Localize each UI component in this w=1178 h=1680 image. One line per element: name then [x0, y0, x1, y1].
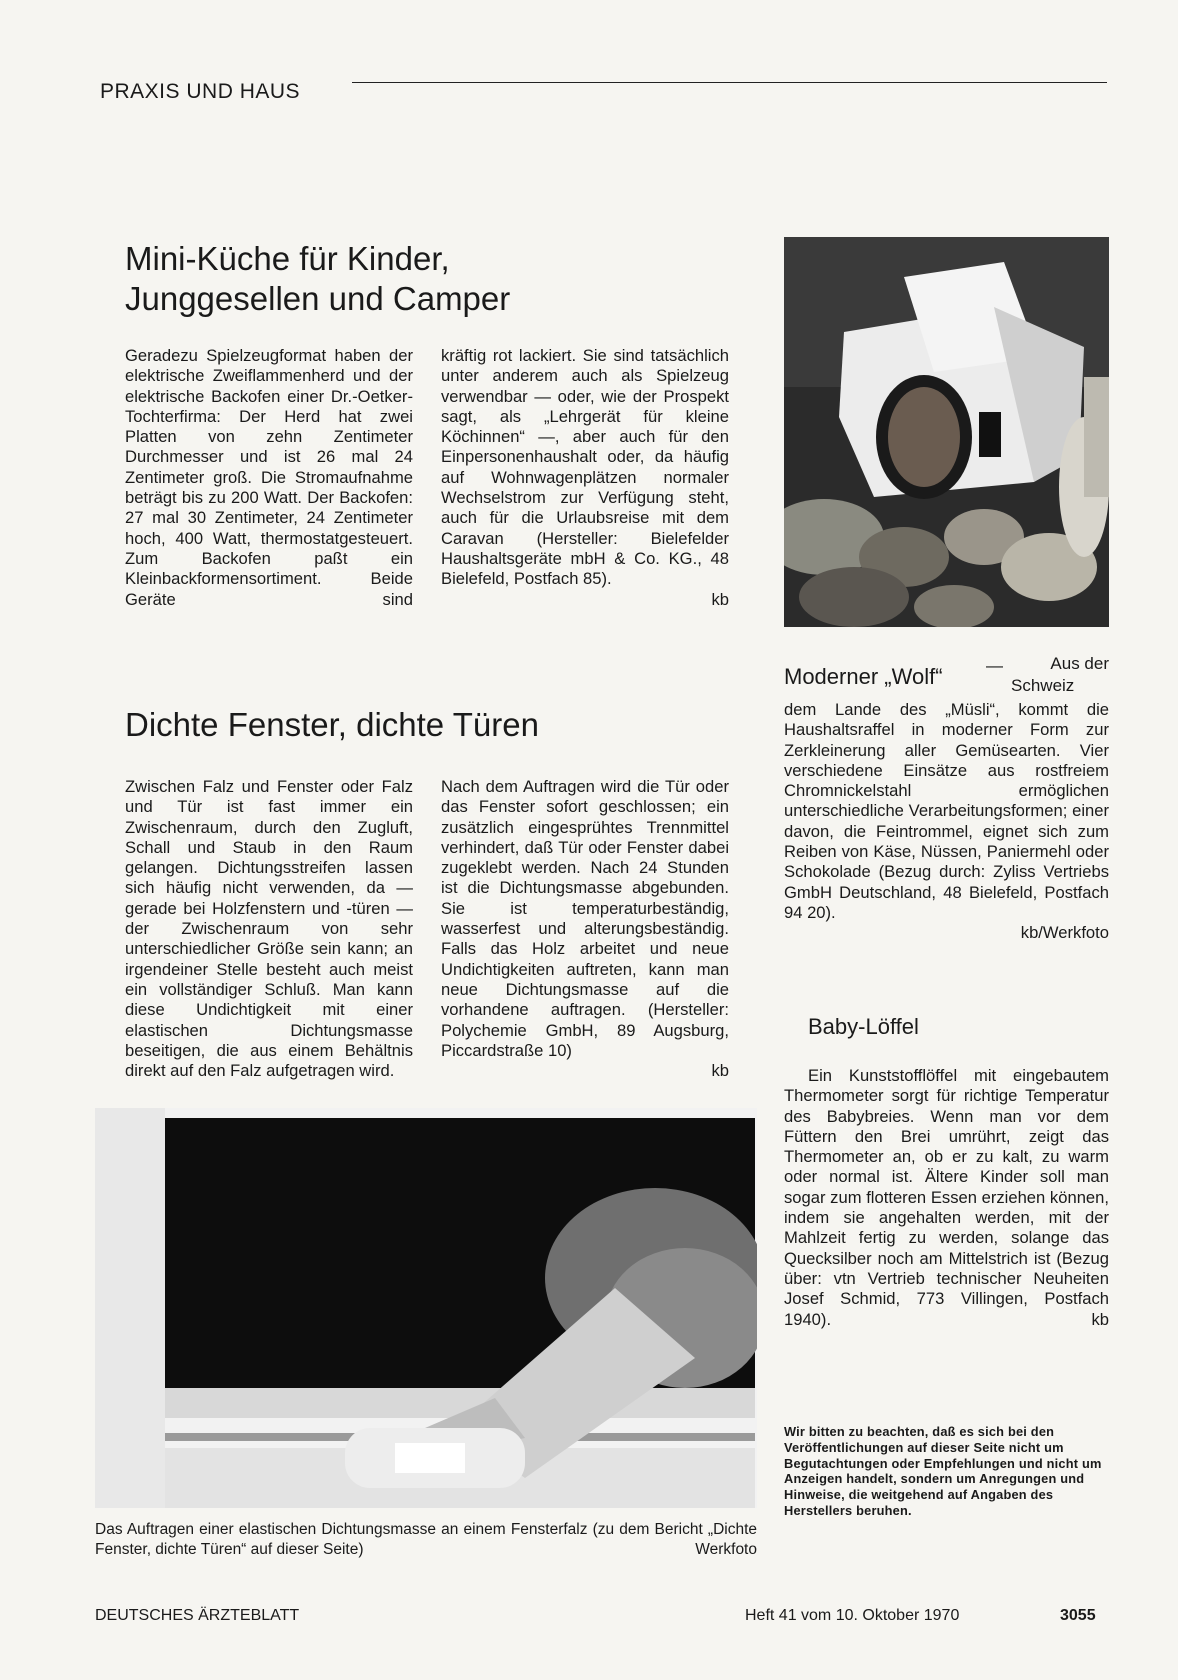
disclaimer-notice: Wir bitten zu beachten, daß es sich bei den Veröffentlichungen auf dieser Seite nicht um Begutachtungen oder Empfehlungen und nicht um Anzeigen handelt, sondern um Anregungen und Hinweise, die weitgehend auf Angaben des Herstellers beruhen. — [784, 1424, 1102, 1518]
article3-title: Moderner „Wolf“ — [784, 664, 943, 689]
article3-title-dash: — — [986, 656, 1003, 675]
grater-photo — [784, 237, 1109, 627]
section-label: PRAXIS UND HAUS — [100, 80, 301, 103]
article3-title-tail-1: Aus der — [1050, 654, 1109, 673]
article1-column-2: kräftig rot lackiert. Sie sind tatsächlich unter anderem auch als Spielzeug verwendbar — oder, wie der Prospekt sagt, als „Lehrgerät für kleine Köchinnen“ —, aber auch für den Einpersonenhaushalt oder, da häufig auf Wohnwagenplätzen normaler Wechselstrom zur Verfügung steht, auch für die Urlaubsreise mit dem Caravan (Hersteller: Bielefelder Haushaltsgeräte mbH & Co. KG., 48 Bielefeld, Postfach 85). kb — [441, 346, 729, 609]
article1-title — [125, 239, 685, 319]
article1-column-1: Geradezu Spielzeugformat haben der elektrische Zweiflammenherd und der elektrische Backofen einer Dr.-Oetker-Tochterfirma: Der Herd hat zwei Platten von zehn Zentimeter Durchmesser und ist 26 mal 24 Zentimeter groß. Die Stromaufnahme beträgt bis zu 200 Watt. Der Backofen: 27 mal 30 Zentimeter, 24 Zentimeter hoch, 400 Watt, thermostatgesteuert. Zum Backofen paßt ein Kleinbackformensortiment. Beide Geräte sind — [125, 346, 413, 609]
article4-title: Baby-Löffel — [808, 1014, 919, 1039]
article3-title-tail-2: Schweiz — [1011, 676, 1075, 695]
article4-signature: kb — [1091, 1309, 1109, 1329]
photo-caption-credit: Werkfoto — [695, 1541, 757, 1558]
footer-journal: DEUTSCHES ÄRZTEBLATT — [95, 1607, 300, 1624]
article2-title: Dichte Fenster, dichte Türen — [125, 706, 539, 743]
footer-page-number: 3055 — [1060, 1607, 1096, 1624]
footer-issue: Heft 41 vom 10. Oktober 1970 — [745, 1607, 960, 1624]
article1-signature: kb — [711, 589, 729, 609]
article2-column-2: Nach dem Auftragen wird die Tür oder das Fenster sofort geschlossen; ein zusätzlich eingesprühtes Trennmittel verhindert, daß Tür oder Fenster dabei zugeklebt werden. Nach 24 Stunden ist die Dichtungsmasse abgebunden. Sie ist temperaturbeständig, wasserfest und alterungsbeständig. Falls das Holz arbeitet und neue Undichtigkeiten auftreten, kann man neue Dichtungsmasse auf die vorhandene auftragen. (Hersteller: Polychemie GmbH, 89 Augsburg, Piccardstraße 10) kb — [441, 777, 729, 1081]
article3-heading — [784, 652, 1109, 696]
article1-title-line1: Mini-Küche für Kinder, — [125, 240, 450, 277]
article3-signature: kb/Werkfoto — [1020, 923, 1109, 943]
article1-title-line2: Junggesellen und Camper — [125, 280, 511, 317]
article2-signature: kb — [711, 1061, 729, 1081]
article4-body: Ein Kunststofflöffel mit eingebautem Thermometer sorgt für richtige Temperatur des Babybreies. Wenn man vor dem Füttern den Brei umrührt, zeigt das Thermometer an, ob er zu kalt, zu warm oder normal ist. Ältere Kinder soll man sogar zum flotteren Essen erziehen können, indem sie angehalten werden, mit der Mahlzeit fertig zu werden, solange das Quecksilber noch am Mittelstrich ist (Bezug über: vtn Vertrieb technischer Neuheiten Josef Schmid, 773 Villingen, Postfach 1940). kb — [784, 1066, 1109, 1329]
photo-caption: Das Auftragen einer elastischen Dichtungsmasse an einem Fensterfalz (zu dem Bericht „Dichte Fenster, dichte Türen“ auf dieser Seite) Werkfoto — [95, 1521, 757, 1558]
window-sealant-photo — [95, 1108, 757, 1508]
article2-column-1: Zwischen Falz und Fenster oder Falz und Tür ist fast immer ein Zwischenraum, durch den Zugluft, Schall und Staub in den Raum gelangen. Dichtungsstreifen lassen sich häufig nicht verwenden, da — gerade bei Holzfenstern und -türen — der Zwischenraum von sehr unterschiedlicher Größe sein kann; an irgendeiner Stelle besteht auch meist ein vollständiger Schluß. Man kann diese Undichtigkeit mit einer elastischen Dichtungsmasse beseitigen, die aus einem Behältnis direkt auf den Falz aufgetragen wird. — [125, 777, 413, 1081]
header-rule — [352, 82, 1107, 83]
article3-body: dem Lande des „Müsli“, kommt die Haushaltsraffel in moderner Form zur Zerkleinerung aller Gemüsearten. Vier verschiedene Einsätze aus rostfreiem Chromnickelstahl ermöglichen unterschiedliche Verarbeitungsformen; einer davon, die Feintrommel, eignet sich zum Reiben von Käse, Nüssen, Paniermehl oder Schokolade (Bezug durch: Zyliss Vertriebs GmbH Deutschland, 48 Bielefeld, Postfach 94 20). kb/Werkfoto — [784, 700, 1109, 943]
